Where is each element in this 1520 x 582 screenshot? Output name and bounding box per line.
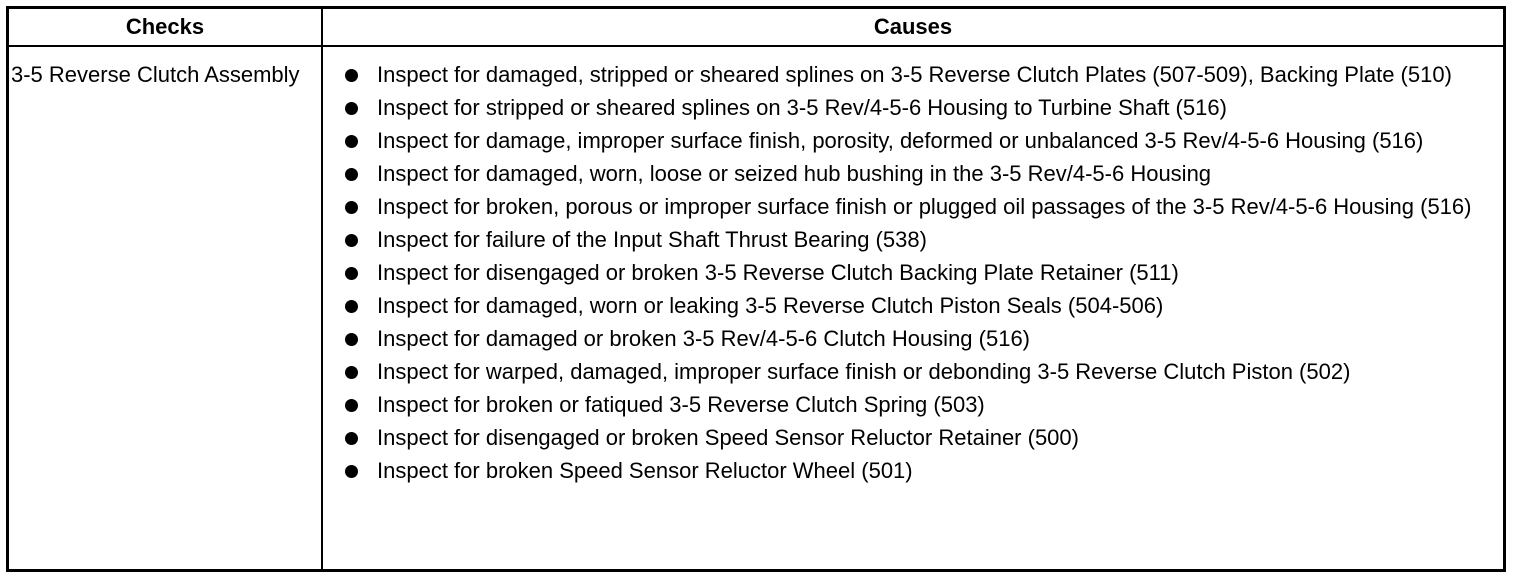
cause-item xyxy=(341,291,1495,321)
cause-text: Inspect for damaged, worn or leaking 3-5 Reverse Clutch Piston Seals (504-506) xyxy=(377,293,1164,318)
bullet-icon xyxy=(345,234,358,247)
cause-item xyxy=(341,192,1495,222)
cause-text: Inspect for broken or fatiqued 3-5 Reverse Clutch Spring (503) xyxy=(377,392,985,417)
cause-item xyxy=(341,258,1495,288)
cause-text: Inspect for disengaged or broken Speed Sensor Reluctor Retainer (500) xyxy=(377,425,1079,450)
bullet-icon xyxy=(345,135,358,148)
cause-text: Inspect for warped, damaged, improper surface finish or debonding 3-5 Reverse Clutch Piston (502) xyxy=(377,359,1351,384)
cause-item xyxy=(341,390,1495,420)
bullet-icon xyxy=(345,267,358,280)
cause-item xyxy=(341,126,1495,156)
bullet-icon xyxy=(345,300,358,313)
cause-text: Inspect for disengaged or broken 3-5 Reverse Clutch Backing Plate Retainer (511) xyxy=(377,260,1179,285)
cause-item xyxy=(341,93,1495,123)
cause-text: Inspect for stripped or sheared splines on 3-5 Rev/4-5-6 Housing to Turbine Shaft (516) xyxy=(377,95,1227,120)
cause-text: Inspect for damage, improper surface finish, porosity, deformed or unbalanced 3-5 Rev/4-5-6 Housing (516) xyxy=(377,128,1424,153)
header-checks: Checks xyxy=(125,14,205,39)
cause-item xyxy=(341,357,1495,387)
causes-list xyxy=(341,60,1495,489)
cause-item xyxy=(341,225,1495,255)
table-header-row xyxy=(9,9,1503,47)
cause-text: Inspect for damaged, worn, loose or seized hub bushing in the 3-5 Rev/4-5-6 Housing xyxy=(377,161,1212,186)
cause-text: Inspect for damaged, stripped or sheared splines on 3-5 Reverse Clutch Plates (507-509), Backing Plate (510) xyxy=(377,62,1452,87)
cause-text: Inspect for broken, porous or improper surface finish or plugged oil passages of the 3-5 Rev/4-5-6 Housing (516) xyxy=(377,194,1472,219)
bullet-icon xyxy=(345,432,358,445)
cause-item xyxy=(341,159,1495,189)
bullet-icon xyxy=(345,399,358,412)
bullet-icon xyxy=(345,366,358,379)
bullet-icon xyxy=(345,102,358,115)
bullet-icon xyxy=(345,333,358,346)
cause-item xyxy=(341,423,1495,453)
header-causes: Causes xyxy=(873,14,953,39)
bullet-icon xyxy=(345,465,358,478)
cause-text: Inspect for damaged or broken 3-5 Rev/4-5-6 Clutch Housing (516) xyxy=(377,326,1031,351)
cause-text: Inspect for failure of the Input Shaft Thrust Bearing (538) xyxy=(377,227,927,252)
bullet-icon xyxy=(345,168,358,181)
cause-item xyxy=(341,456,1495,486)
cause-text: Inspect for broken Speed Sensor Reluctor Wheel (501) xyxy=(377,458,913,483)
column-divider xyxy=(321,9,323,569)
diagnostic-table xyxy=(6,6,1506,572)
bullet-icon xyxy=(345,201,358,214)
cause-item xyxy=(341,324,1495,354)
check-cell: 3-5 Reverse Clutch Assembly xyxy=(11,62,300,87)
cause-item xyxy=(341,60,1495,90)
bullet-icon xyxy=(345,69,358,82)
